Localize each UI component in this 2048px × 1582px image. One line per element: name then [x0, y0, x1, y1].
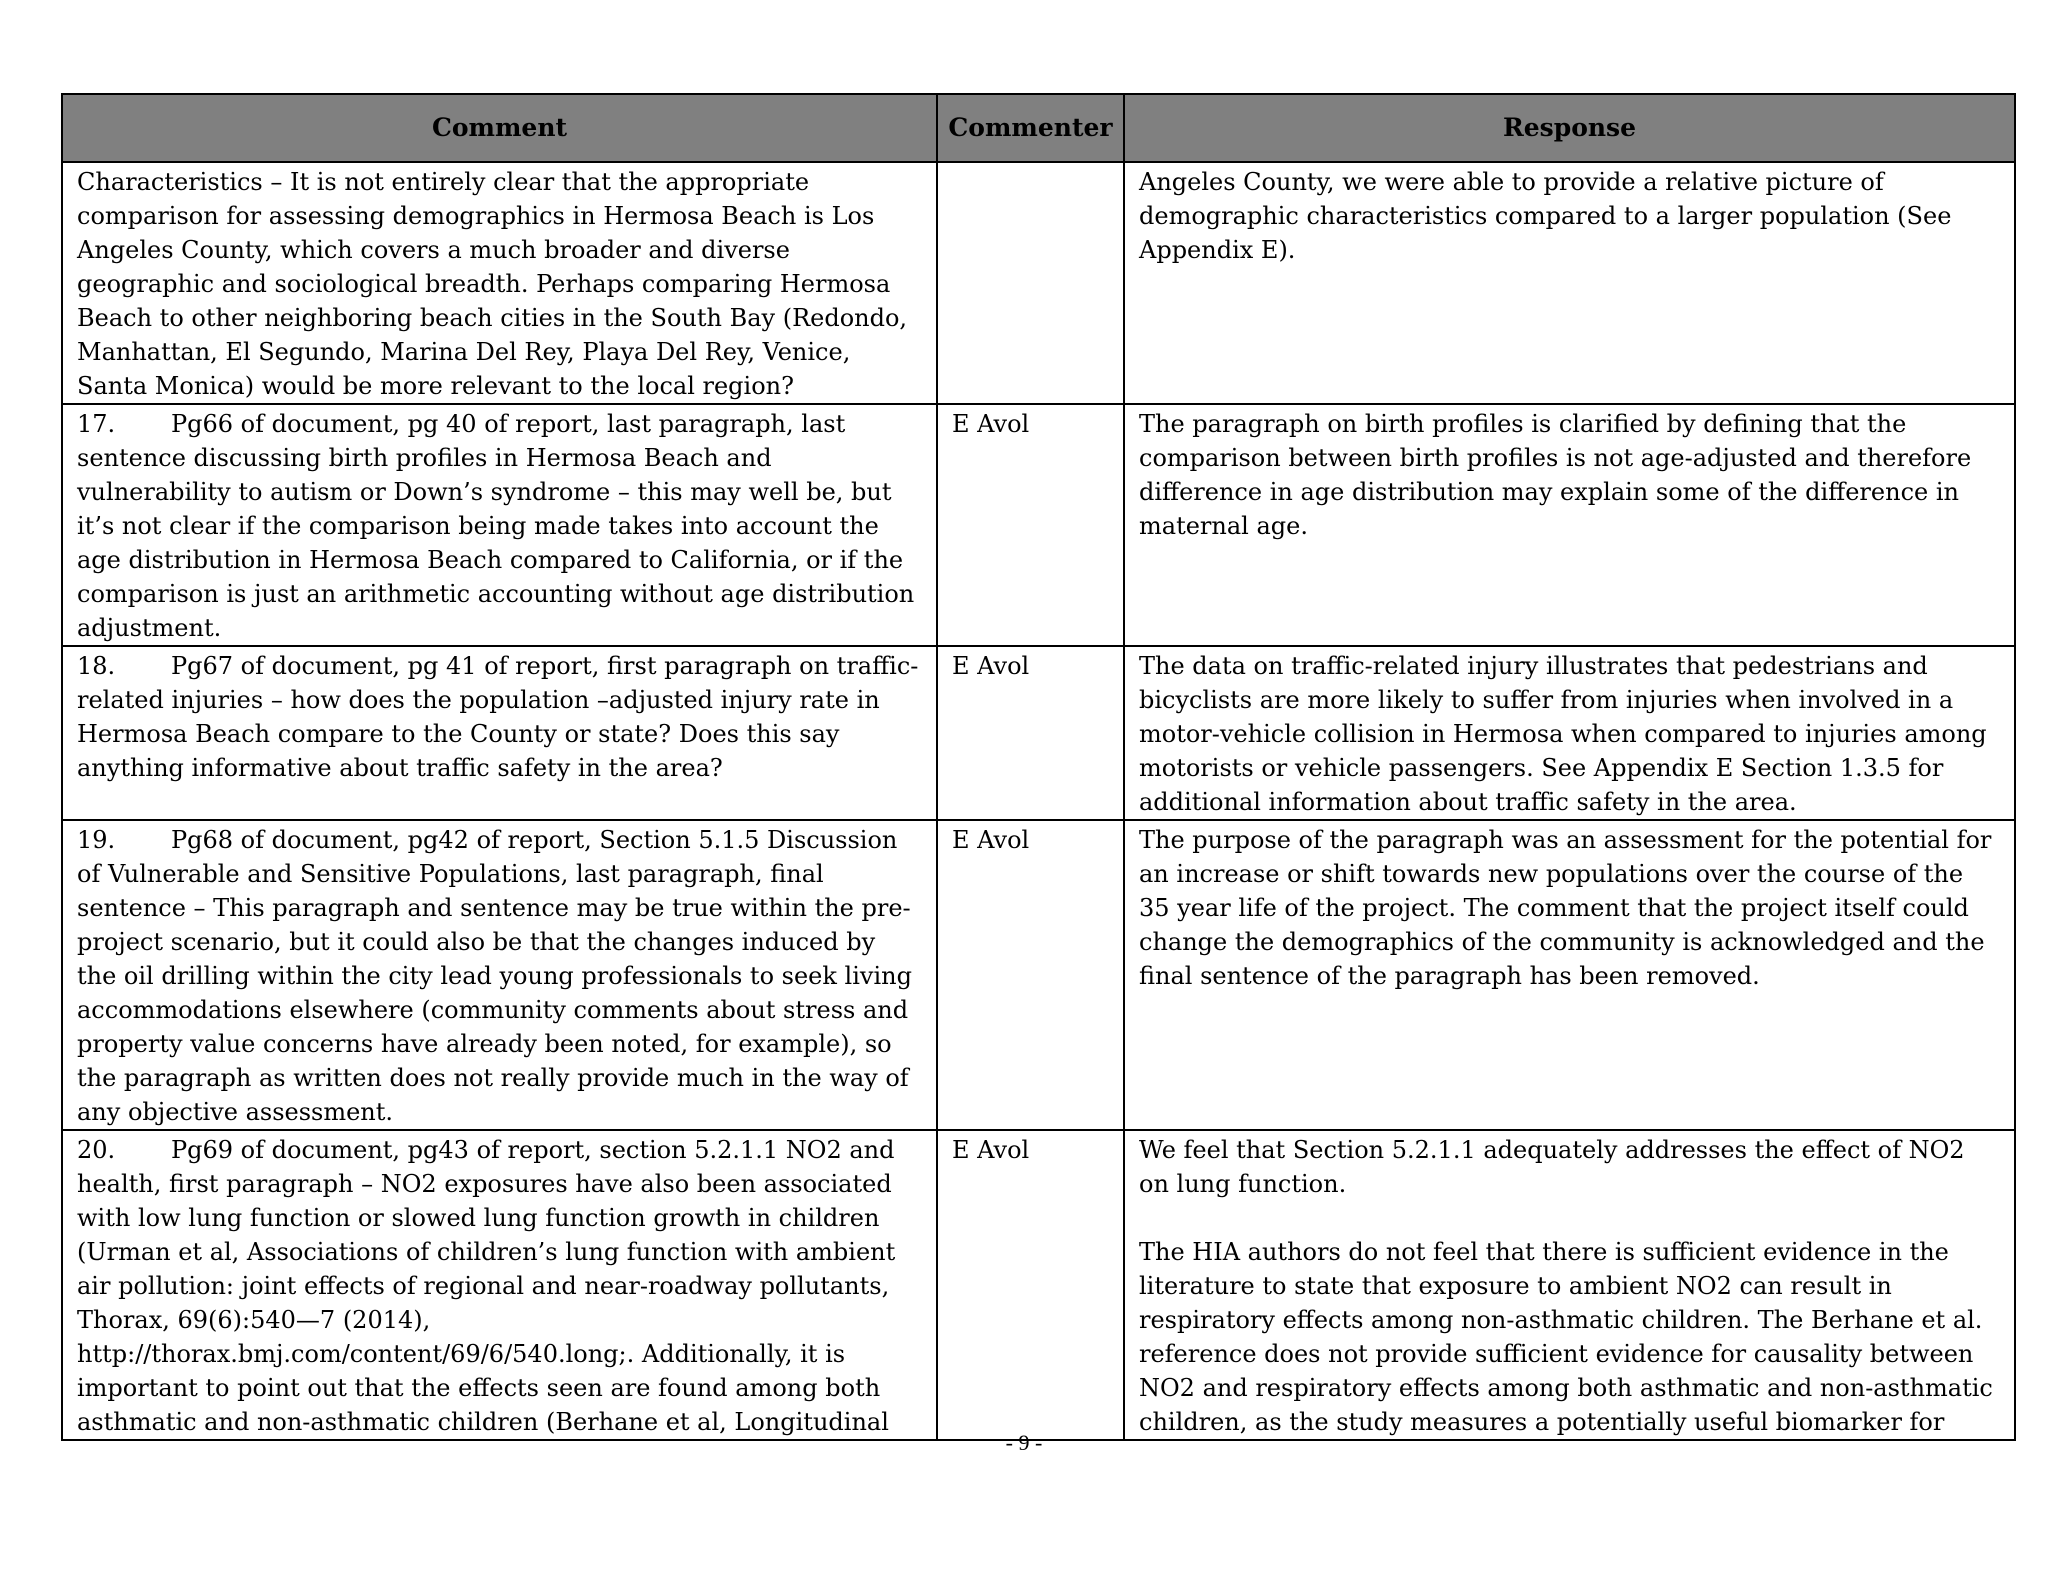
comment-text: Pg68 of document, pg42 of report, Section 5.1.5 Discussion of Vulnerable and Sensitive Populations, last paragraph, final sentence – This paragraph and sentence may be true within the pre-project scenario, but it could also be that the changes induced by the oil drilling within the city lead young professionals to seek living accommodations elsewhere (community comments about stress and property value concerns have already been noted, for example), so the paragraph as written does not really provide much in the way of any objective assessment. — [77, 826, 912, 1126]
comment-column-header: Comment — [62, 94, 937, 162]
comment-text: Characteristics – It is not entirely clear that the appropriate comparison for assessing demographics in Hermosa Beach is Los Angeles County, which covers a much broader and diverse geographic and sociological breadth. Perhaps comparing Hermosa Beach to other neighboring beach cities in the South Bay (Redondo, Manhattan, El Segundo, Marina Del Rey, Playa Del Rey, Venice, Santa Monica) would be more relevant to the local region? — [77, 168, 908, 400]
page-number: - 9 - — [1005, 1430, 1043, 1455]
table-row — [62, 1130, 2015, 1440]
commenter-cell — [937, 404, 1124, 646]
comment-cell — [62, 820, 937, 1130]
comment-cell — [62, 646, 937, 820]
commenter-name: E Avol — [952, 410, 1030, 438]
response-cell — [1124, 1130, 2015, 1440]
paragraph-gap — [1139, 1201, 2000, 1235]
table-row — [62, 404, 2015, 646]
comment-number: 20. — [77, 1136, 116, 1164]
response-paragraph: The HIA authors do not feel that there is sufficient evidence in the literature to state that exposure to ambient NO2 can result in respiratory effects among non-asthmatic children. The Berhane et al. reference does not provide sufficient evidence for causality between NO2 and respiratory effects among both asthmatic and non-asthmatic children, as the study measures a potentially useful biomarker for — [1139, 1238, 1993, 1436]
table-row — [62, 820, 2015, 1130]
comment-number: 17. — [77, 410, 116, 438]
comment-response-table — [61, 93, 2016, 1441]
table-row — [62, 646, 2015, 820]
commenter-name: E Avol — [952, 652, 1030, 680]
response-cell — [1124, 646, 2015, 820]
response-column-header: Response — [1124, 94, 2015, 162]
response-text: Angeles County, we were able to provide a relative picture of demographic characteristics compared to a larger population (See Appendix E). — [1139, 168, 1952, 264]
response-cell — [1124, 820, 2015, 1130]
commenter-name: E Avol — [952, 1136, 1030, 1164]
response-cell — [1124, 404, 2015, 646]
table-row — [62, 162, 2015, 404]
comment-number: 18. — [77, 652, 116, 680]
response-text: The purpose of the paragraph was an assessment for the potential for an increase or shift towards new populations over the course of the 35 year life of the project. The comment that the project itself could change the demographics of the community is acknowledged and the final sentence of the paragraph has been removed. — [1139, 826, 1992, 990]
commenter-cell — [937, 820, 1124, 1130]
response-text: The paragraph on birth profiles is clarified by defining that the comparison between birth profiles is not age-adjusted and therefore difference in age distribution may explain some of the difference in maternal age. — [1139, 410, 1972, 540]
comment-cell — [62, 1130, 937, 1440]
response-cell — [1124, 162, 2015, 404]
table-header-row — [62, 94, 2015, 162]
commenter-column-header: Commenter — [937, 94, 1124, 162]
response-text: The data on traffic-related injury illustrates that pedestrians and bicyclists are more likely to suffer from injuries when involved in a motor-vehicle collision in Hermosa when compared to injuries among motorists or vehicle passengers. See Appendix E Section 1.3.5 for additional information about traffic safety in the area. — [1139, 652, 1987, 816]
comment-text: Pg69 of document, pg43 of report, section 5.2.1.1 NO2 and health, first paragraph – NO2 exposures have also been associated with low lung function or slowed lung function growth in children (Urman et al, Associations of children’s lung function with ambient air pollution: joint effects of regional and near-roadway pollutants, Thorax, 69(6):540—7 (2014), http://thorax.bmj.com/content/69/6/540.long;. Additionally, it is important to point out that the effects seen are found among both asthmatic and non-asthmatic children (Berhane et al, Longitudinal — [77, 1136, 896, 1436]
comment-cell — [62, 404, 937, 646]
commenter-cell — [937, 162, 1124, 404]
commenter-name: E Avol — [952, 826, 1030, 854]
commenter-cell — [937, 646, 1124, 820]
comment-text: Pg67 of document, pg 41 of report, first paragraph on traffic-related injuries – how does the population –adjusted injury rate in Hermosa Beach compare to the County or state? Does this say anything informative about traffic safety in the area? — [77, 652, 919, 782]
comment-number: 19. — [77, 826, 116, 854]
response-paragraph: We feel that Section 5.2.1.1 adequately addresses the effect of NO2 on lung function. — [1139, 1136, 1965, 1198]
commenter-cell — [937, 1130, 1124, 1440]
comment-cell — [62, 162, 937, 404]
comment-text: Pg66 of document, pg 40 of report, last paragraph, last sentence discussing birth profiles in Hermosa Beach and vulnerability to autism or Down’s syndrome – this may well be, but it’s not clear if the comparison being made takes into account the age distribution in Hermosa Beach compared to California, or if the comparison is just an arithmetic accounting without age distribution adjustment. — [77, 410, 915, 642]
